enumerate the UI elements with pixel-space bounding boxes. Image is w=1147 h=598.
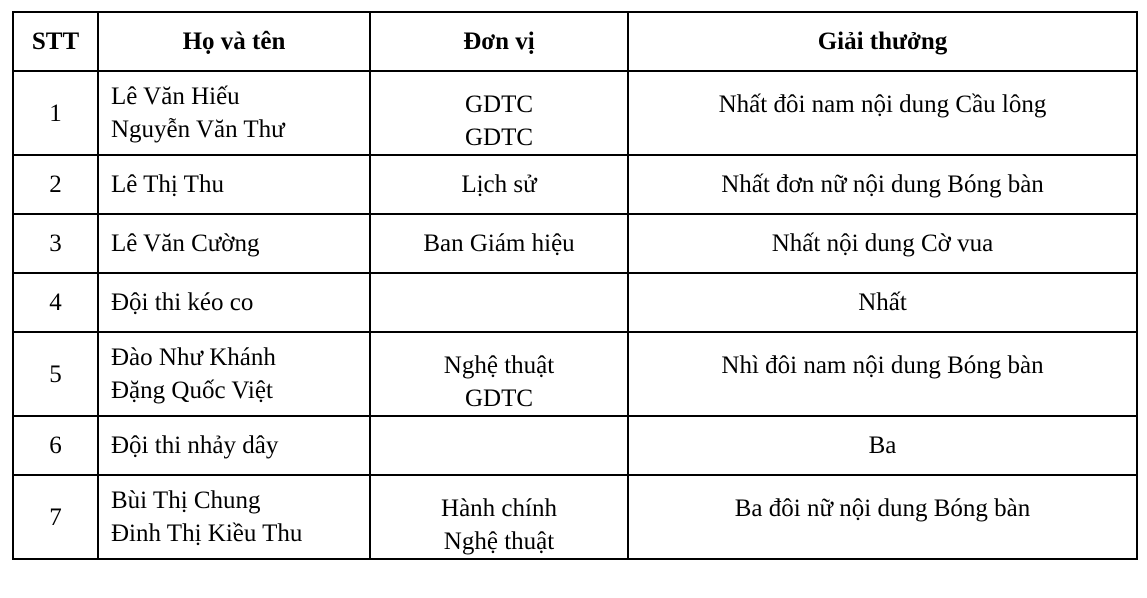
participant-name: Đặng Quốc Việt xyxy=(111,377,273,404)
row-units xyxy=(370,273,628,332)
row-names xyxy=(98,155,370,214)
participant-name: Đội thi kéo co xyxy=(111,289,254,316)
table-body xyxy=(13,71,1137,559)
table-row xyxy=(13,332,1137,416)
table-row xyxy=(13,71,1137,155)
row-stt: 1 xyxy=(13,71,98,155)
row-names xyxy=(98,332,370,416)
header-award: Giải thưởng xyxy=(628,12,1137,71)
row-stt: 3 xyxy=(13,214,98,273)
participant-name: Lê Văn Cường xyxy=(111,230,260,257)
participant-name: Bùi Thị Chung xyxy=(111,487,261,514)
row-units xyxy=(370,475,628,559)
row-units xyxy=(370,416,628,475)
table-row xyxy=(13,273,1137,332)
table-row xyxy=(13,155,1137,214)
participant-name: Lê Thị Thu xyxy=(111,171,224,198)
header-stt: STT xyxy=(13,12,98,71)
table-row xyxy=(13,214,1137,273)
awards-table xyxy=(12,11,1138,560)
row-award: Nhất nội dung Cờ vua xyxy=(628,214,1137,273)
row-award: Nhất đôi nam nội dung Cầu lông xyxy=(628,71,1137,155)
row-award: Nhất xyxy=(628,273,1137,332)
row-stt: 6 xyxy=(13,416,98,475)
row-names xyxy=(98,71,370,155)
unit-name: Nghệ thuật xyxy=(443,528,555,555)
participant-name: Đội thi nhảy dây xyxy=(111,432,279,459)
row-award: Ba xyxy=(628,416,1137,475)
unit-name: Ban Giám hiệu xyxy=(423,230,575,257)
row-units xyxy=(370,155,628,214)
header-row xyxy=(13,12,1137,71)
row-stt: 2 xyxy=(13,155,98,214)
unit-name: GDTC xyxy=(464,91,534,118)
row-names xyxy=(98,475,370,559)
row-names xyxy=(98,416,370,475)
row-units xyxy=(370,332,628,416)
table-row xyxy=(13,475,1137,559)
unit-name: Nghệ thuật xyxy=(443,352,555,379)
row-award: Ba đôi nữ nội dung Bóng bàn xyxy=(628,475,1137,559)
unit-name: Hành chính xyxy=(441,495,557,522)
row-units xyxy=(370,214,628,273)
row-stt: 5 xyxy=(13,332,98,416)
table-row xyxy=(13,416,1137,475)
row-names xyxy=(98,214,370,273)
participant-name: Đinh Thị Kiều Thu xyxy=(111,520,303,547)
unit-name: Lịch sử xyxy=(461,171,537,198)
row-award: Nhất đơn nữ nội dung Bóng bàn xyxy=(628,155,1137,214)
participant-name: Lê Văn Hiếu xyxy=(111,83,240,110)
header-name: Họ và tên xyxy=(98,12,370,71)
header-unit: Đơn vị xyxy=(370,12,628,71)
participant-name: Nguyễn Văn Thư xyxy=(111,116,285,143)
row-award: Nhì đôi nam nội dung Bóng bàn xyxy=(628,332,1137,416)
unit-name: GDTC xyxy=(464,385,534,412)
row-names xyxy=(98,273,370,332)
row-stt: 7 xyxy=(13,475,98,559)
row-stt: 4 xyxy=(13,273,98,332)
participant-name: Đào Như Khánh xyxy=(111,344,276,371)
table-header xyxy=(13,12,1137,71)
row-units xyxy=(370,71,628,155)
unit-name: GDTC xyxy=(464,124,534,151)
